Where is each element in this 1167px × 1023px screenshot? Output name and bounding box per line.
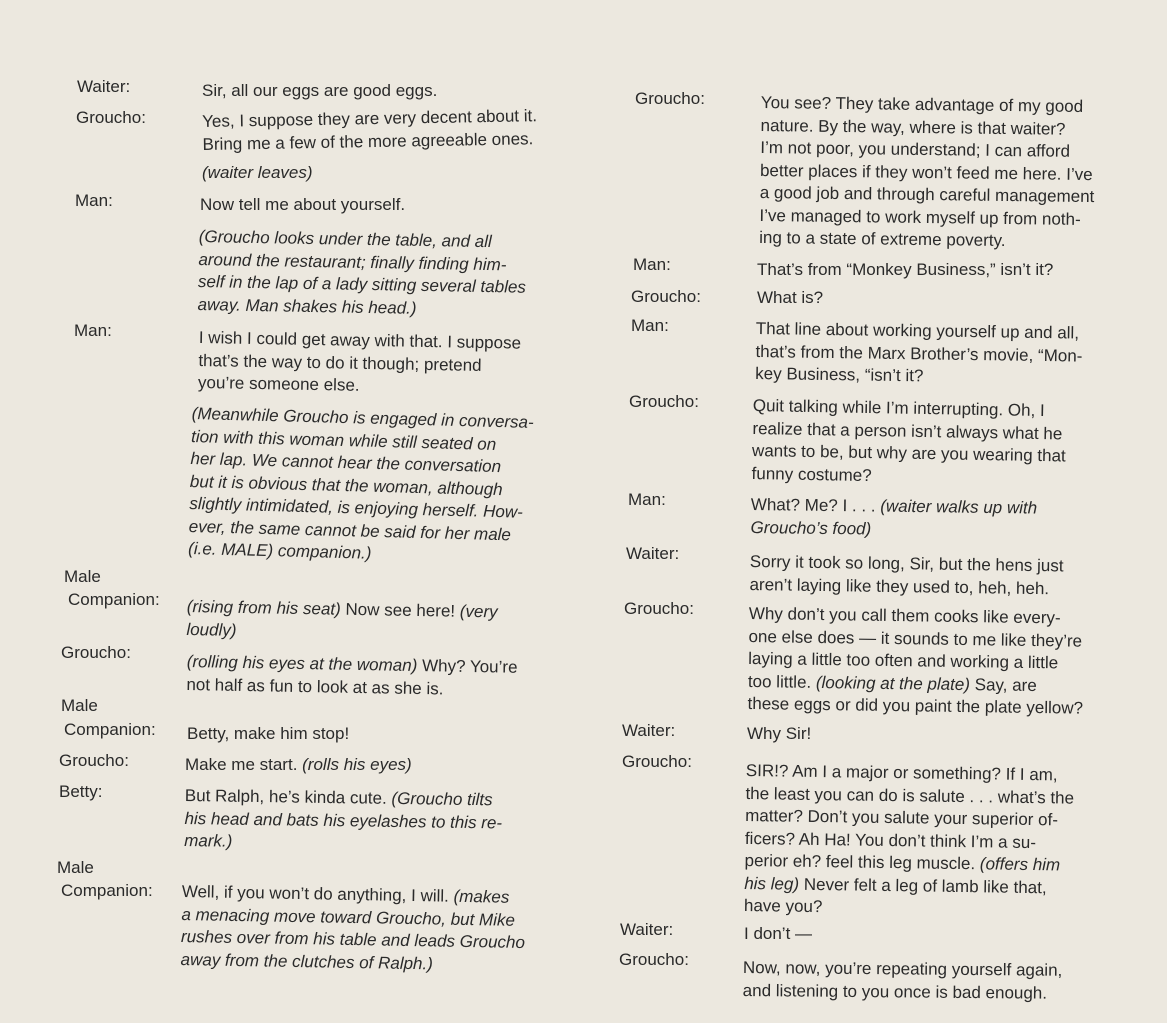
stage-direction: a menacing move toward Groucho, but Mike	[181, 904, 516, 930]
spoken-line: Why don’t you call them cooks like every-	[748, 603, 1061, 628]
spoken-line: That’s from “Monkey Business,” isn’t it?	[757, 260, 1054, 279]
speaker-label: Companion:	[68, 590, 160, 609]
spoken-line: But Ralph, he’s kinda cute.	[184, 785, 392, 808]
text-line	[743, 957, 1063, 982]
stage-direction: (makes	[453, 886, 510, 907]
stage-direction: mark.)	[184, 830, 233, 851]
spoken-line: I wish I could get away with that. I suppose	[198, 327, 522, 353]
spoken-line: aren’t laying like they used to, heh, heh.	[749, 574, 1050, 598]
spoken-line: ficers? Ah Ha! You don’t think I’m a su-	[744, 828, 1037, 852]
dialogue-text	[197, 226, 526, 322]
dialogue-text	[198, 327, 521, 400]
speaker-label: Groucho:	[76, 108, 146, 127]
spoken-line: I’m not poor, you understand; I can afford	[760, 137, 1071, 161]
speaker-label: Betty:	[59, 782, 103, 801]
dialogue-text	[749, 551, 1063, 600]
stage-direction: loudly)	[186, 619, 237, 640]
spoken-line: a good job and through careful management	[759, 182, 1095, 207]
text-line	[202, 162, 313, 185]
stage-direction: around the restaurant; finally finding him-	[198, 249, 507, 274]
spoken-line: I’ve managed to work myself up from noth-	[759, 205, 1081, 229]
dialogue-text	[185, 754, 412, 777]
stage-direction: (waiter walks up with	[880, 496, 1038, 518]
spoken-line: Now, now, you’re repeating yourself again,	[742, 957, 1063, 980]
stage-direction: (rolls his eyes)	[302, 755, 412, 774]
speaker-label: Groucho:	[629, 392, 699, 411]
text-line	[757, 287, 823, 310]
stage-direction: his head and bats his eyelashes to this re-	[184, 808, 503, 832]
stage-direction: (looking at the plate)	[815, 672, 971, 694]
spoken-line: Make me start.	[185, 755, 303, 774]
text-line	[744, 923, 812, 946]
stage-direction: (offers him	[979, 854, 1061, 875]
spoken-line: the least you can do is salute . . . what’s the	[745, 783, 1075, 808]
speaker-label: Male	[64, 567, 101, 586]
speaker-label: Groucho:	[619, 950, 689, 969]
dialogue-text	[744, 760, 1075, 922]
text-line	[200, 194, 405, 217]
stage-direction: her lap. We cannot hear the conversation	[190, 448, 502, 477]
dialogue-text	[202, 105, 538, 156]
spoken-line: key Business, “isn’t it?	[755, 363, 924, 386]
spoken-line: better places if they won’t feed me here. I’ve	[759, 160, 1093, 184]
dialogue-text	[202, 162, 313, 185]
dialogue-text	[757, 287, 823, 310]
spoken-line: matter? Don’t you salute your superior of-	[745, 805, 1059, 830]
spoken-line: That line about working yourself up and all,	[755, 318, 1080, 343]
text-line	[760, 182, 1095, 209]
spoken-line: ing to a state of extreme poverty.	[759, 227, 1006, 250]
text-line	[757, 259, 1053, 282]
speaker-label: Waiter:	[622, 721, 676, 740]
speaker-label: Groucho:	[622, 752, 692, 771]
text-line	[750, 516, 1037, 542]
spoken-line: What? Me? I . . .	[750, 494, 881, 516]
spoken-line: Now tell me about yourself.	[200, 195, 406, 214]
speaker-label: Man:	[633, 255, 671, 274]
speaker-label: Man:	[75, 191, 113, 210]
text-line	[202, 80, 437, 103]
spoken-line: realize that a person isn’t always what he	[752, 418, 1063, 443]
speaker-label: Male	[61, 696, 98, 715]
dialogue-text	[744, 923, 812, 946]
speaker-label: Man:	[631, 316, 669, 335]
spoken-line: that’s from the Marx Brother’s movie, “Mon-	[755, 341, 1083, 366]
spoken-line: not half as fun to look at as she is.	[186, 674, 444, 698]
spoken-line: Quit talking while I’m interrupting. Oh, I	[752, 395, 1045, 421]
spoken-line: and listening to you once is bad enough.	[742, 980, 1048, 1003]
dialogue-text	[202, 80, 437, 103]
spoken-line: Yes, I suppose they are very decent about it.	[202, 106, 538, 131]
stage-direction: (Groucho looks under the table, and all	[198, 226, 492, 252]
spoken-line: funny costume?	[751, 463, 872, 485]
dialogue-text	[747, 723, 811, 746]
speaker-label: Groucho:	[61, 643, 131, 662]
text-line	[185, 754, 412, 777]
stage-direction: (rising from his seat)	[186, 596, 341, 619]
spoken-line: Sir, all our eggs are good eggs.	[202, 81, 438, 100]
spoken-line: Now see here!	[340, 599, 460, 621]
spoken-line: Bring me a few of the more agreeable ones.	[202, 128, 534, 154]
stage-direction: away. Man shakes his head.)	[197, 294, 417, 318]
speaker-label: Waiter:	[620, 920, 674, 939]
spoken-line: SIR!? Am I a major or something? If I am,	[745, 760, 1058, 785]
stage-direction: his leg)	[744, 873, 800, 894]
spoken-line: Why? You’re	[417, 656, 518, 677]
text-line	[187, 723, 349, 746]
text-line	[755, 363, 1082, 390]
stage-direction: self in the lap of a lady sitting several tables	[197, 271, 527, 297]
spoken-line: Well, if you won’t do anything, I will.	[181, 881, 454, 906]
stage-direction: (Meanwhile Groucho is engaged in conversa-	[191, 403, 534, 432]
stage-direction: but it is obvious that the woman, although	[189, 471, 503, 499]
spoken-line: nature. By the way, where is that waiter?	[760, 115, 1066, 139]
stage-direction: Groucho’s food)	[750, 517, 872, 538]
dialogue-text	[751, 395, 1066, 490]
spoken-line: you’re someone else.	[197, 372, 360, 395]
spoken-line: have you?	[743, 895, 823, 917]
dialogue-text	[186, 596, 498, 646]
spoken-line: What is?	[757, 288, 824, 307]
dialogue-text	[186, 651, 517, 702]
text-line	[747, 723, 811, 746]
text-line	[751, 494, 1038, 520]
speaker-label: Groucho:	[624, 599, 694, 618]
speaker-label: Waiter:	[626, 544, 680, 563]
spoken-line: perior eh? feel this leg muscle.	[744, 850, 981, 874]
dialogue-text	[180, 881, 525, 977]
dialogue-text	[200, 194, 405, 217]
text-line	[761, 92, 1096, 119]
spoken-line: Betty, make him stop!	[187, 724, 350, 743]
stage-direction: (Groucho tilts	[391, 788, 493, 810]
speaker-label: Groucho:	[631, 287, 701, 306]
speaker-label: Man:	[74, 321, 112, 340]
stage-direction: (i.e. MALE) companion.)	[187, 538, 372, 563]
stage-direction: slightly intimidated, is enjoying herself. How-	[189, 493, 524, 522]
stage-direction: away from the clutches of Ralph.)	[180, 949, 434, 973]
stage-direction: rushes over from his table and leads Groucho	[180, 926, 526, 952]
stage-direction: (very	[459, 601, 498, 622]
spoken-line: Sorry it took so long, Sir, but the hens just	[749, 551, 1064, 576]
speaker-label: Groucho:	[635, 89, 705, 108]
stage-direction: ever, the same cannot be said for her male	[188, 516, 512, 544]
dialogue-text	[188, 403, 534, 569]
dialogue-text	[759, 92, 1095, 254]
spoken-line: Say, are	[969, 674, 1037, 695]
dialogue-text	[750, 494, 1037, 542]
spoken-line: Why Sir!	[747, 724, 812, 743]
spoken-line: wants to be, but why are you wearing that	[751, 440, 1066, 466]
stage-direction: (waiter leaves)	[202, 163, 313, 182]
spoken-line: too little.	[747, 671, 817, 692]
text-line	[747, 693, 1083, 720]
speaker-label: Man:	[628, 490, 666, 509]
spoken-line: these eggs or did you paint the plate yellow?	[747, 693, 1084, 718]
dialogue-text	[747, 603, 1084, 720]
speaker-label: Companion:	[61, 881, 153, 900]
speaker-label: Male	[57, 858, 94, 877]
text-line	[184, 830, 502, 857]
spoken-line: that’s the way to do it though; pretend	[198, 350, 482, 375]
speaker-label: Groucho:	[59, 751, 129, 770]
text-line	[759, 227, 1094, 254]
spoken-line: one else does — it sounds to me like they’re	[748, 626, 1083, 651]
dialogue-text	[757, 259, 1053, 282]
text-line	[743, 979, 1063, 1004]
stage-direction: (rolling his eyes at the woman)	[186, 651, 418, 676]
spoken-line: Never felt a leg of lamb like that,	[798, 874, 1047, 897]
dialogue-text	[184, 785, 502, 857]
text-line	[749, 573, 1063, 600]
spoken-line: I don’t —	[744, 924, 813, 943]
spoken-line: You see? They take advantage of my good	[760, 92, 1084, 116]
speaker-label: Companion:	[64, 720, 156, 739]
speaker-label: Waiter:	[77, 77, 131, 96]
spoken-line: laying a little too often and working a little	[748, 648, 1059, 673]
stage-direction: tion with this woman while still seated on	[190, 426, 497, 454]
dialogue-text	[187, 723, 349, 746]
dialogue-text	[755, 318, 1083, 390]
text-line	[744, 895, 1073, 922]
dialogue-text	[743, 957, 1063, 1005]
